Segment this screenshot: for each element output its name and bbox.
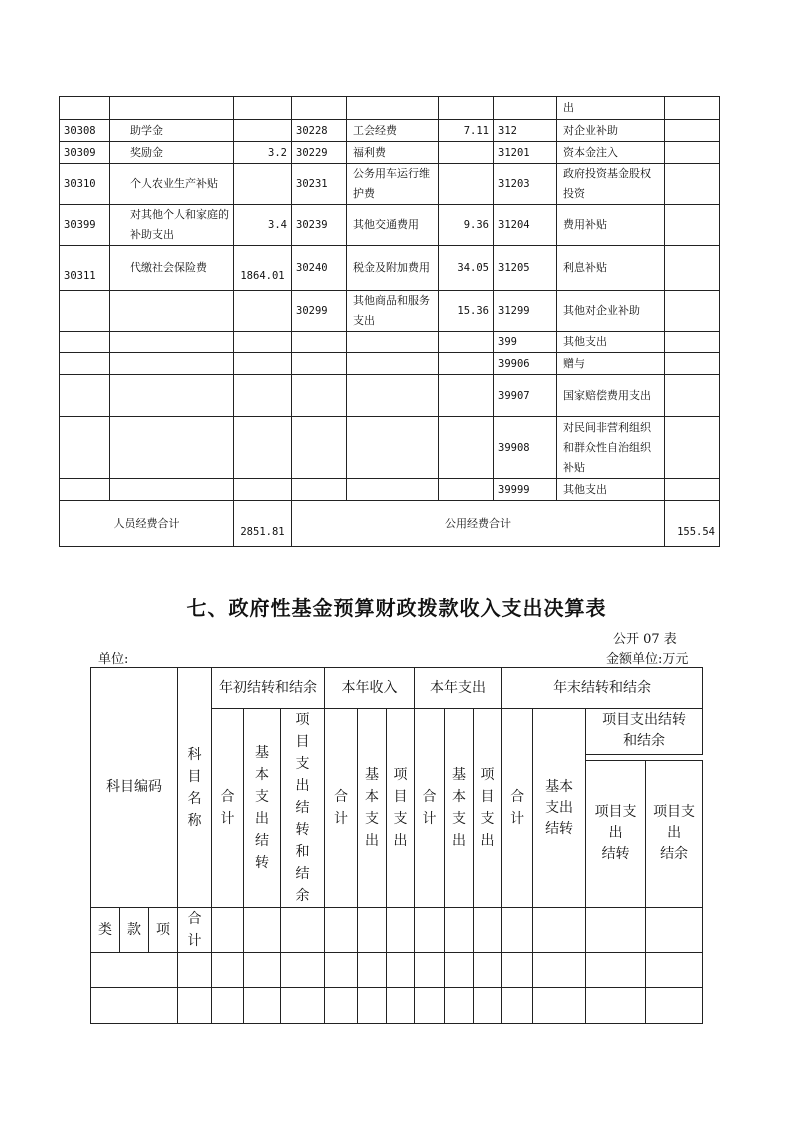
table-cell: 助学金 bbox=[110, 120, 234, 142]
table-cell: 34.05 bbox=[439, 246, 494, 291]
subject-name-header: 科 目 名 称 bbox=[178, 668, 212, 908]
table-cell bbox=[292, 332, 347, 353]
table-cell: 31203 bbox=[494, 164, 557, 205]
income-project-header: 项 目 支 出 bbox=[387, 709, 415, 908]
unit-label: 单位: bbox=[98, 652, 129, 667]
public-total-label: 公用经费合计 bbox=[292, 501, 665, 547]
closing-total-header: 合 计 bbox=[502, 709, 533, 908]
table-cell: 30309 bbox=[60, 142, 110, 164]
money-unit: 金额单位:万元 bbox=[606, 652, 689, 667]
table-cell bbox=[110, 375, 234, 417]
table-cell: 39906 bbox=[494, 353, 557, 375]
table-row bbox=[60, 97, 720, 120]
table-cell bbox=[347, 97, 439, 120]
table-row bbox=[60, 246, 720, 291]
table-cell bbox=[665, 120, 720, 142]
table-cell bbox=[292, 375, 347, 417]
current-expense-header: 本年支出 bbox=[415, 668, 502, 709]
table-row bbox=[60, 417, 720, 479]
income-basic-header: 基 本 支 出 bbox=[358, 709, 387, 908]
expense-project-header: 项 目 支 出 bbox=[474, 709, 502, 908]
table-cell bbox=[110, 417, 234, 479]
opening-balance-header: 年初结转和结余 bbox=[212, 668, 325, 709]
public-total-value: 155.54 bbox=[665, 501, 720, 547]
table-cell: 31204 bbox=[494, 205, 557, 246]
table-cell: 奖励金 bbox=[110, 142, 234, 164]
table-cell: 其他支出 bbox=[557, 332, 665, 353]
table-cell bbox=[665, 142, 720, 164]
table-cell: 30229 bbox=[292, 142, 347, 164]
table-cell: 399 bbox=[494, 332, 557, 353]
table-cell bbox=[292, 97, 347, 120]
table-cell: 30228 bbox=[292, 120, 347, 142]
table-row bbox=[60, 205, 720, 246]
table-cell bbox=[60, 97, 110, 120]
table-cell bbox=[234, 479, 292, 501]
expense-basic-header: 基 本 支 出 bbox=[445, 709, 474, 908]
table-cell: 39908 bbox=[494, 417, 557, 479]
table-row bbox=[60, 375, 720, 417]
table-cell: 39907 bbox=[494, 375, 557, 417]
table-cell: 15.36 bbox=[439, 291, 494, 332]
table-row bbox=[91, 953, 703, 988]
government-fund-budget-table bbox=[90, 667, 703, 1024]
table-cell bbox=[234, 164, 292, 205]
table-cell bbox=[292, 417, 347, 479]
table-cell: 其他交通费用 bbox=[347, 205, 439, 246]
table-cell bbox=[110, 353, 234, 375]
table-cell bbox=[439, 97, 494, 120]
table-cell: 个人农业生产补贴 bbox=[110, 164, 234, 205]
table-cell bbox=[347, 353, 439, 375]
table-cell bbox=[234, 332, 292, 353]
table-cell bbox=[665, 97, 720, 120]
table-cell: 1864.01 bbox=[234, 246, 292, 291]
table-cell: 其他商品和服务支出 bbox=[347, 291, 439, 332]
table-cell bbox=[439, 164, 494, 205]
table-cell bbox=[439, 417, 494, 479]
form-number: 公开 07 表 bbox=[613, 632, 677, 647]
table-cell bbox=[234, 417, 292, 479]
current-income-header: 本年收入 bbox=[325, 668, 415, 709]
table-cell bbox=[234, 353, 292, 375]
table-row bbox=[60, 479, 720, 501]
table-cell: 30231 bbox=[292, 164, 347, 205]
opening-total-header: 合 计 bbox=[212, 709, 244, 908]
table-cell: 税金及附加费用 bbox=[347, 246, 439, 291]
table-row bbox=[60, 291, 720, 332]
table-row bbox=[91, 988, 703, 1024]
table-cell: 利息补贴 bbox=[557, 246, 665, 291]
table-cell: 31205 bbox=[494, 246, 557, 291]
income-total-header: 合 计 bbox=[325, 709, 358, 908]
table-cell bbox=[439, 332, 494, 353]
total-row-label: 合 计 bbox=[178, 908, 212, 953]
table-cell: 9.36 bbox=[439, 205, 494, 246]
table-cell: 对民间非营利组织和群众性自治组织补贴 bbox=[557, 417, 665, 479]
table-cell bbox=[439, 479, 494, 501]
table-cell bbox=[234, 375, 292, 417]
table-cell bbox=[60, 291, 110, 332]
table-cell: 其他支出 bbox=[557, 479, 665, 501]
section-header: 款 bbox=[120, 908, 149, 953]
table-cell: 资本金注入 bbox=[557, 142, 665, 164]
table-cell: 其他对企业补助 bbox=[557, 291, 665, 332]
table-cell bbox=[234, 97, 292, 120]
table-cell bbox=[110, 291, 234, 332]
personnel-total-value: 2851.81 bbox=[234, 501, 292, 547]
table-cell bbox=[665, 291, 720, 332]
closing-project-balance-header: 项目支出 结余 bbox=[646, 760, 703, 907]
table-cell: 福利费 bbox=[347, 142, 439, 164]
section-title: 七、政府性基金预算财政拨款收入支出决算表 bbox=[186, 596, 607, 620]
closing-project-carryover-header: 项目支出 结转 bbox=[586, 760, 646, 907]
table-cell bbox=[110, 97, 234, 120]
table-cell bbox=[60, 417, 110, 479]
table-row bbox=[60, 332, 720, 353]
table-cell bbox=[60, 375, 110, 417]
table-row bbox=[60, 353, 720, 375]
table-cell: 公务用车运行维护费 bbox=[347, 164, 439, 205]
table-cell bbox=[665, 417, 720, 479]
table-cell bbox=[347, 417, 439, 479]
table-cell: 312 bbox=[494, 120, 557, 142]
table-cell: 30239 bbox=[292, 205, 347, 246]
personnel-public-expense-table bbox=[59, 96, 720, 547]
table-cell: 出 bbox=[557, 97, 665, 120]
table-cell: 31201 bbox=[494, 142, 557, 164]
table-cell bbox=[110, 479, 234, 501]
table-cell: 赠与 bbox=[557, 353, 665, 375]
table-cell bbox=[439, 375, 494, 417]
table-cell: 39999 bbox=[494, 479, 557, 501]
table-cell bbox=[665, 479, 720, 501]
table-cell: 代缴社会保险费 bbox=[110, 246, 234, 291]
table-cell: 费用补贴 bbox=[557, 205, 665, 246]
table-cell bbox=[665, 246, 720, 291]
personnel-total-label: 人员经费合计 bbox=[60, 501, 234, 547]
table-row bbox=[60, 142, 720, 164]
table-cell: 31299 bbox=[494, 291, 557, 332]
table-cell: 对企业补助 bbox=[557, 120, 665, 142]
table-cell: 30311 bbox=[60, 246, 110, 291]
table-cell bbox=[439, 142, 494, 164]
category-header: 类 bbox=[91, 908, 120, 953]
subject-code-header: 科目编码 bbox=[91, 668, 178, 908]
opening-project-header: 项 目 支 出 结 转 和 结 余 bbox=[281, 709, 325, 908]
opening-basic-header: 基 本 支 出 结 转 bbox=[244, 709, 281, 908]
table-cell: 30299 bbox=[292, 291, 347, 332]
table-cell bbox=[665, 353, 720, 375]
closing-balance-header: 年末结转和结余 bbox=[502, 668, 703, 709]
table-cell bbox=[439, 353, 494, 375]
table-cell bbox=[665, 375, 720, 417]
table-cell: 政府投资基金股权投资 bbox=[557, 164, 665, 205]
table-cell: 30240 bbox=[292, 246, 347, 291]
table-cell bbox=[347, 375, 439, 417]
table-cell bbox=[347, 479, 439, 501]
table-cell bbox=[234, 291, 292, 332]
table-cell bbox=[110, 332, 234, 353]
table-cell: 30399 bbox=[60, 205, 110, 246]
table-cell bbox=[665, 332, 720, 353]
table-cell: 30308 bbox=[60, 120, 110, 142]
table-cell: 国家赔偿费用支出 bbox=[557, 375, 665, 417]
table-cell bbox=[60, 353, 110, 375]
table-cell bbox=[665, 164, 720, 205]
table-cell bbox=[494, 97, 557, 120]
table-row bbox=[60, 164, 720, 205]
table-cell: 工会经费 bbox=[347, 120, 439, 142]
expense-total-header: 合 计 bbox=[415, 709, 445, 908]
table-cell bbox=[292, 353, 347, 375]
table-cell: 30310 bbox=[60, 164, 110, 205]
table-cell bbox=[60, 479, 110, 501]
table-cell bbox=[347, 332, 439, 353]
table-cell: 3.4 bbox=[234, 205, 292, 246]
closing-basic-header: 基本 支出 结转 bbox=[533, 709, 586, 908]
table-cell: 对其他个人和家庭的补助支出 bbox=[110, 205, 234, 246]
table-cell bbox=[60, 332, 110, 353]
table-cell bbox=[292, 479, 347, 501]
table-cell bbox=[665, 205, 720, 246]
table-row bbox=[60, 120, 720, 142]
item-header: 项 bbox=[149, 908, 178, 953]
table-cell: 3.2 bbox=[234, 142, 292, 164]
closing-project-header: 项目支出结转 和结余 bbox=[586, 709, 703, 755]
table-cell bbox=[234, 120, 292, 142]
table-cell: 7.11 bbox=[439, 120, 494, 142]
